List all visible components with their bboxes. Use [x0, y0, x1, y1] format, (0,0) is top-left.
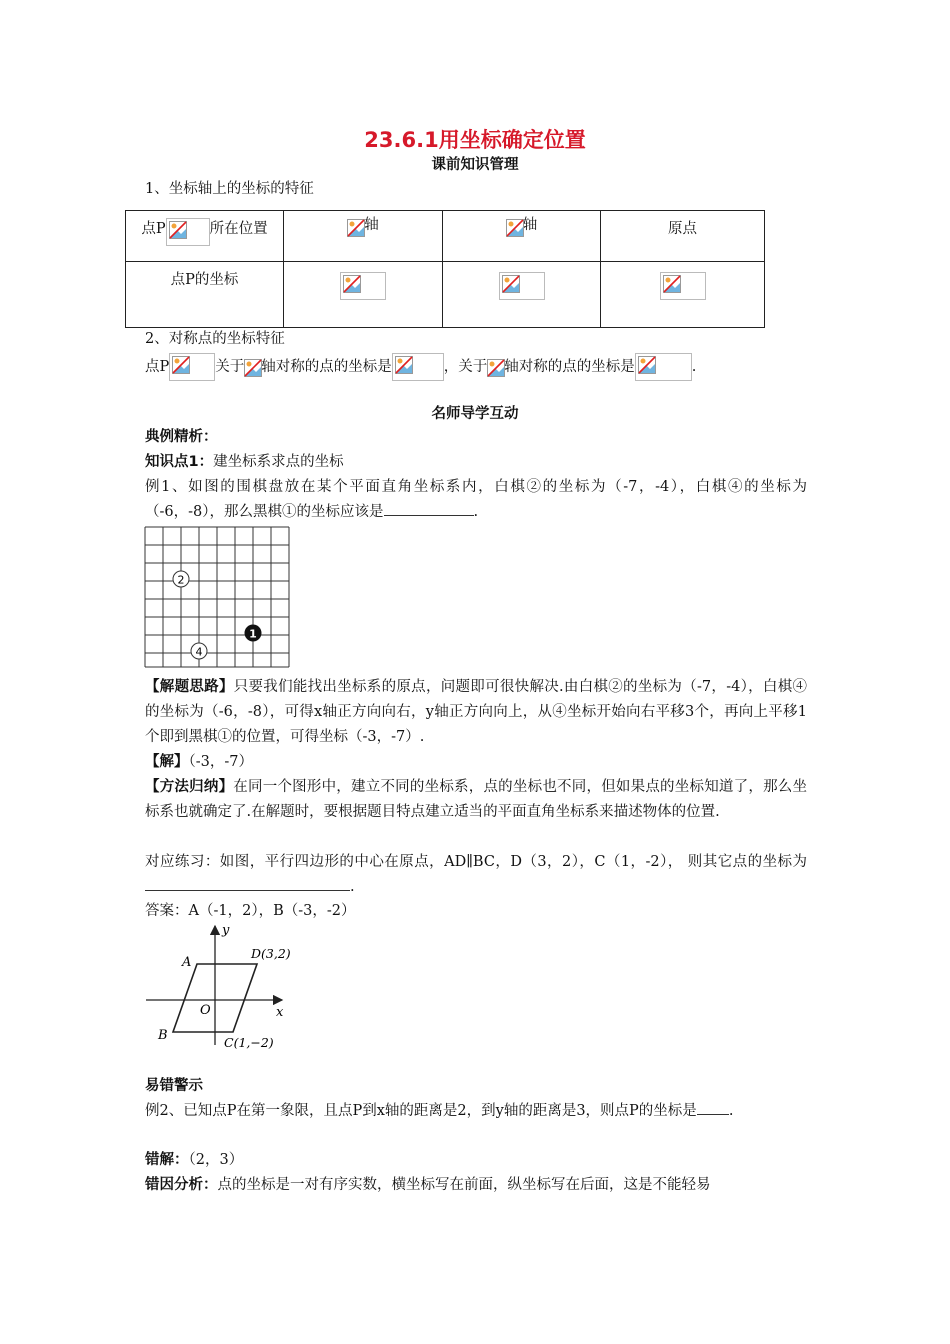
ex2-end: .	[728, 1103, 734, 1119]
point-a-label: A	[182, 955, 192, 970]
method-text: 在同一个图形中，建立不同的坐标系，点的坐标也不同，但如果点的坐标知道了，那么坐标系也就确定了.在解题时，要根据题目特点建立适当的平面直角坐标系来描述物体的位置.	[145, 779, 807, 820]
item-1-heading: 1、坐标轴上的坐标的特征	[145, 181, 314, 197]
text-run: 点P	[145, 359, 170, 375]
white-stone-4-label: 4	[195, 645, 203, 659]
reason-label: 错因分析：	[145, 1177, 218, 1193]
y-axis-label: y	[222, 923, 230, 938]
point-d-label: D(3,2)	[251, 946, 291, 961]
black-stone-1-label: 1	[249, 627, 257, 641]
wrong-text: （2，3）	[188, 1152, 244, 1168]
go-board-grid	[145, 527, 289, 667]
table-label: 点P	[141, 221, 166, 237]
solution	[145, 750, 253, 774]
axis-coordinate-table	[125, 210, 765, 328]
x-axis-label: 轴	[364, 217, 379, 233]
image-placeholder	[506, 219, 523, 236]
table-cell	[126, 262, 284, 328]
ex1-text: 例1、如图的围棋盘放在某个平面直角坐标系内，白棋②的坐标为（-7，-4），白棋④的坐标为（-6，-8），那么黑棋①的坐标应该是	[145, 479, 807, 520]
broken-image-icon	[244, 359, 262, 377]
ex1-end: .	[473, 504, 479, 520]
image-placeholder	[347, 219, 364, 236]
idea-text: 只要我们能找出坐标系的原点，问题即可很快解决.由白棋②的坐标为（-7，-4），白棋④的坐标为（-6，-8），可得x轴正方向向右，y轴正方向向上，从④坐标开始向右平移3个，再向上平移1个即到黑棋①的位置，可得坐标（-3，-7）.	[145, 679, 807, 745]
answer-blank	[697, 1100, 729, 1115]
table-cell	[601, 211, 765, 262]
example-2	[145, 1099, 807, 1124]
table-cell	[443, 211, 601, 262]
broken-image-icon	[638, 356, 656, 374]
section-heading-pre-class: 课前知识管理	[431, 157, 519, 173]
y-axis-label: 轴	[522, 217, 538, 233]
error-analysis	[145, 1173, 711, 1197]
parallelogram-figure	[142, 920, 302, 1050]
table-cell	[443, 262, 601, 328]
broken-image-icon	[343, 275, 361, 293]
broken-image-icon	[395, 356, 413, 374]
text-run: 轴对称的点的坐标是	[261, 359, 392, 375]
point-c-label: C(1,−2)	[224, 1035, 274, 1050]
idea-label: 【解题思路】	[145, 679, 234, 695]
reason-text: 点的坐标是一对有序实数，横坐标写在前面，纵坐标写在后面，这是不能轻易	[217, 1177, 711, 1193]
solution-idea	[145, 675, 807, 750]
wrong-solution	[145, 1148, 243, 1172]
broken-image-icon	[506, 219, 524, 237]
image-placeholder	[166, 218, 210, 246]
image-placeholder	[635, 353, 692, 381]
practice-text: 对应练习：如图，平行四边形的中心在原点，AD∥BC，D（3，2），C（1，-2）， 则其它点的坐标为	[145, 854, 807, 870]
example-1	[145, 475, 807, 525]
kp-label: 知识点1：	[145, 454, 214, 470]
table-cell	[284, 211, 443, 262]
image-placeholder	[169, 353, 215, 381]
item-2-heading: 2、对称点的坐标特征	[145, 331, 285, 347]
text-run: 轴对称的点的坐标是	[504, 359, 635, 375]
image-placeholder	[660, 272, 706, 300]
warning-heading: 易错警示	[145, 1078, 203, 1094]
image-placeholder	[487, 359, 504, 376]
text-run: .	[691, 359, 697, 375]
image-placeholder	[392, 353, 444, 381]
broken-image-icon	[487, 359, 505, 377]
image-placeholder	[499, 272, 545, 300]
example-heading: 典例精析：	[145, 429, 218, 445]
symmetry-line	[145, 353, 696, 381]
section-heading-teach: 名师导学互动	[431, 406, 519, 422]
practice-answer: 答案：A（-1，2），B（-3，-2）	[145, 903, 356, 919]
image-placeholder	[244, 359, 261, 376]
go-board-figure	[144, 526, 290, 668]
white-stone-2-label: 2	[177, 573, 185, 587]
sol-label: 【解】	[145, 754, 189, 770]
method-summary	[145, 775, 807, 825]
table-label: 点P的坐标	[170, 272, 239, 288]
ex2-text: 例2、已知点P在第一象限，且点P到x轴的距离是2，到y轴的距离是3，则点P的坐标是	[145, 1103, 697, 1119]
sol-text: （-3，-7）	[188, 754, 253, 770]
answer-blank	[384, 501, 474, 516]
image-placeholder	[340, 272, 386, 300]
point-b-label: B	[158, 1028, 168, 1043]
table-cell	[601, 262, 765, 328]
method-label: 【方法归纳】	[145, 779, 234, 795]
broken-image-icon	[172, 356, 190, 374]
table-cell	[126, 211, 284, 262]
origin-label: O	[200, 1003, 211, 1018]
answer-blank	[145, 876, 350, 891]
page-title: 23.6.1用坐标确定位置	[364, 128, 586, 152]
text-run: ，关于	[443, 359, 488, 375]
table-cell	[284, 262, 443, 328]
wrong-label: 错解：	[145, 1152, 189, 1168]
origin-label: 原点	[668, 221, 697, 237]
knowledge-point-1	[145, 450, 344, 474]
broken-image-icon	[169, 221, 187, 239]
kp-text: 建坐标系求点的坐标	[213, 454, 344, 470]
broken-image-icon	[663, 275, 681, 293]
x-axis-label: x	[276, 1005, 284, 1020]
broken-image-icon	[347, 219, 365, 237]
broken-image-icon	[502, 275, 520, 293]
practice-end: .	[350, 879, 355, 895]
practice-question	[145, 850, 807, 900]
text-run: 关于	[215, 359, 245, 375]
table-label: 所在位置	[209, 221, 268, 237]
